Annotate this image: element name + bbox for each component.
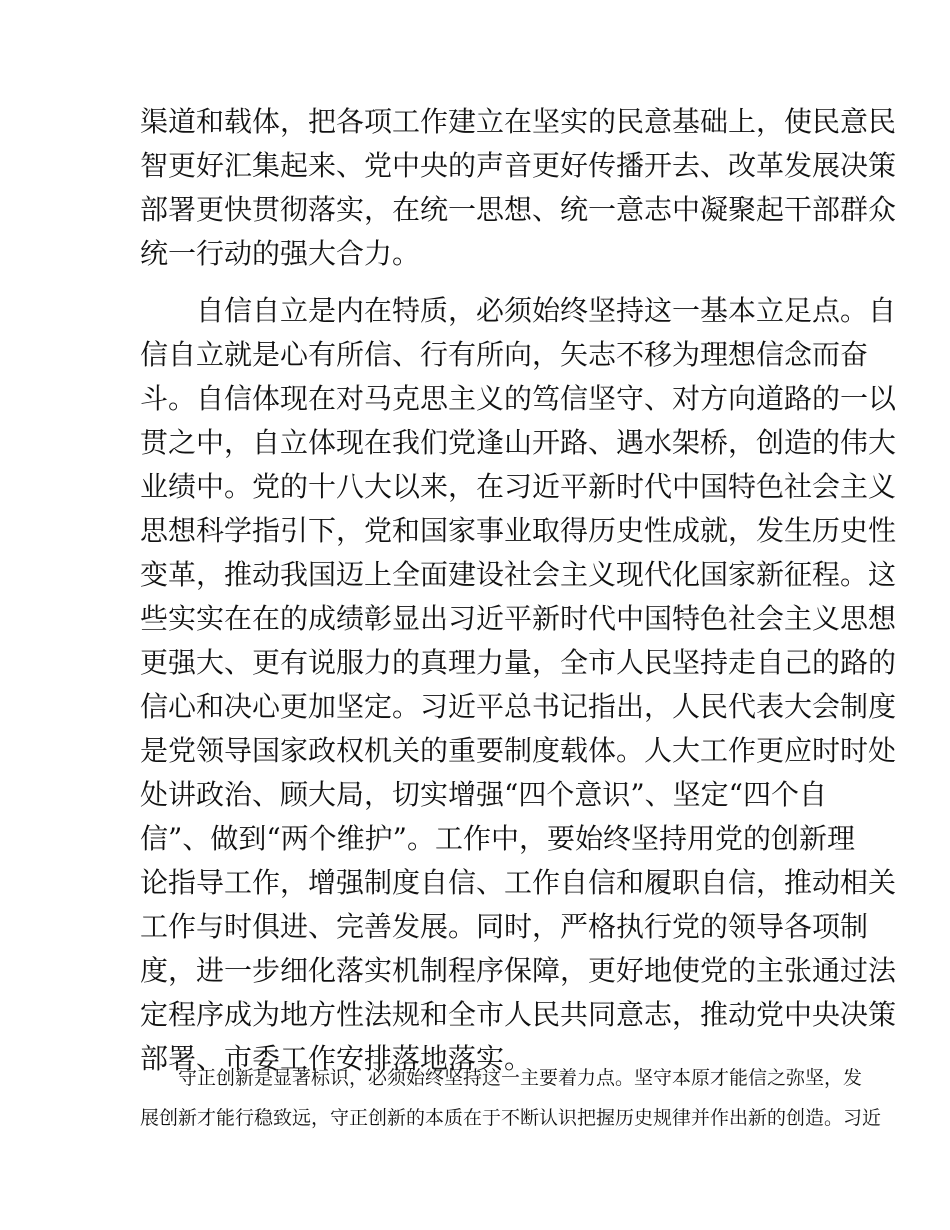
- paragraph-line: 斗。自信体现在对马克思主义的笃信坚守、对方向道路的一以: [140, 382, 897, 415]
- paragraph-line: 贯之中，自立体现在我们党逢山开路、遇水架桥，创造的伟大: [140, 426, 897, 459]
- paragraph-2: [140, 289, 897, 1081]
- paragraph-line: 智更好汇集起来、党中央的声音更好传播开去、改革发展决策: [140, 149, 897, 182]
- paragraph-line: 展创新才能行稳致远，守正创新的本质在于不断认识把握历史规律并作出新的创造。习近: [140, 1107, 882, 1129]
- paragraph-line: 守正创新是显著标识，必须始终坚持这一主要着力点。坚守本原才能信之弥坚，发: [178, 1067, 863, 1089]
- paragraph-line: 渠道和载体，把各项工作建立在坚实的民意基础上，使民意民: [140, 105, 897, 138]
- paragraph-line: 部署、市委工作安排落地落实。: [140, 1042, 533, 1075]
- paragraph-line: 更强大、更有说服力的真理力量，全市人民坚持走自己的路的: [140, 646, 897, 679]
- paragraph-line: 信自立就是心有所信、行有所向，矢志不移为理想信念而奋: [140, 338, 869, 371]
- paragraph-line: 是党领导国家政权机关的重要制度载体。人大工作更应时时处: [140, 734, 897, 767]
- paragraph-1: [140, 100, 897, 276]
- paragraph-line: 处讲政治、顾大局，切实增强“四个意识”、坚定“四个自: [140, 778, 827, 811]
- paragraph-line: 思想科学指引下，党和国家事业取得历史性成就，发生历史性: [140, 514, 897, 547]
- paragraph-line: 些实实在在的成绩彰显出习近平新时代中国特色社会主义思想: [140, 602, 897, 635]
- document-body: [140, 100, 897, 1081]
- paragraph-line: 信”、做到“两个维护”。工作中，要始终坚持用党的创新理: [140, 822, 855, 855]
- paragraph-line: 业绩中。党的十八大以来，在习近平新时代中国特色社会主义: [140, 470, 897, 503]
- paragraph-3: [140, 1058, 882, 1138]
- paragraph-line: 工作与时俱进、完善发展。同时，严格执行党的领导各项制: [140, 910, 869, 943]
- paragraph-line: 论指导工作，增强制度自信、工作自信和履职自信，推动相关: [140, 866, 897, 899]
- paragraph-line: 变革，推动我国迈上全面建设社会主义现代化国家新征程。这: [140, 558, 897, 591]
- paragraph-line: 度，进一步细化落实机制程序保障，更好地使党的主张通过法: [140, 954, 897, 987]
- paragraph-line: 信心和决心更加坚定。习近平总书记指出，人民代表大会制度: [140, 690, 897, 723]
- paragraph-line: 定程序成为地方性法规和全市人民共同意志，推动党中央决策: [140, 998, 897, 1031]
- paragraph-line: 自信自立是内在特质，必须始终坚持这一基本立足点。自: [196, 294, 897, 327]
- paragraph-gap: [140, 276, 812, 289]
- paragraph-line: 部署更快贯彻落实，在统一思想、统一意志中凝聚起干部群众: [140, 193, 897, 226]
- paragraph-line: 统一行动的强大合力。: [140, 237, 421, 270]
